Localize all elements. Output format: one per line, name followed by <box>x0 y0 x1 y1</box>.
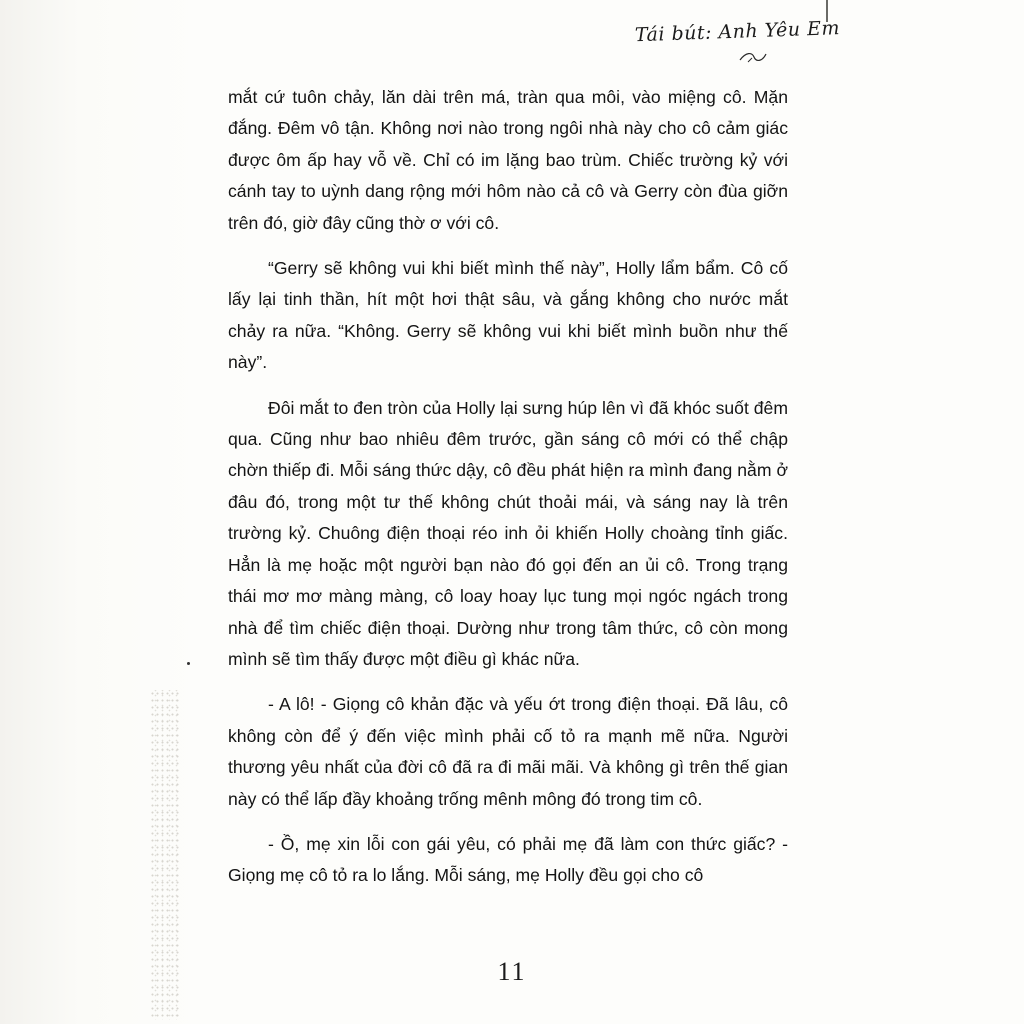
paragraph-2: “Gerry sẽ không vui khi biết mình thế này”, Holly lẩm bẩm. Cô cố lấy lại tinh thần, hít một hơi thật sâu, và gắng không cho nước mắt chảy ra nữa. “Không. Gerry sẽ không vui khi biết mình buồn như thế này”. <box>228 258 788 373</box>
running-header-title: Tái bút: Anh Yêu Em <box>634 17 841 47</box>
page-number: 11 <box>497 957 527 986</box>
paragraph-3: Đôi mắt to đen tròn của Holly lại sưng húp lên vì đã khóc suốt đêm qua. Cũng như bao nhiêu đêm trước, gần sáng cô mới có thể chập chờn thiếp đi. Mỗi sáng thức dậy, cô đều phát hiện ra mình đang nằm ở đâu đó, trong một tư thế không chút thoải mái, và sáng nay là trên trường kỷ. Chuông điện thoại réo inh ỏi khiến Holly choàng tỉnh giấc. Hẳn là mẹ hoặc một người bạn nào đó gọi đến an ủi cô. Trong trạng thái mơ mơ màng màng, cô loay hoay lục tung mọi ngóc ngách trong nhà để tìm chiếc điện thoại. Dường như trong tâm thức, cô còn mong mình sẽ tìm thấy được một điều gì khác nữa. <box>228 397 788 669</box>
margin-speck <box>187 662 190 665</box>
header-flourish-ornament <box>738 50 768 64</box>
paragraph-1: mắt cứ tuôn chảy, lăn dài trên má, tràn qua môi, vào miệng cô. Mặn đắng. Đêm vô tận. Không nơi nào trong ngôi nhà này cho cô cảm giác được ôm ấp hay vỗ về. Chỉ có im lặng bao trùm. Chiếc trường kỷ với cánh tay to uỳnh dang rộng mới hôm nào cả cô và Gerry còn đùa giỡn trên đó, giờ đây cũng thờ ơ với cô. <box>228 87 788 233</box>
chapter-body-text <box>228 82 788 906</box>
paragraph-5: - Ồ, mẹ xin lỗi con gái yêu, có phải mẹ đã làm con thức giấc? - Giọng mẹ cô tỏ ra lo lắng. Mỗi sáng, mẹ Holly đều gọi cho cô <box>228 833 788 886</box>
paragraph-4: - A lô! - Giọng cô khản đặc và yếu ớt trong điện thoại. Đã lâu, cô không còn để ý đến việc mình phải cố tỏ ra mạnh mẽ nữa. Người thương yêu nhất của đời cô đã ra đi mãi mãi. Và không gì trên thế gian này có thể lấp đầy khoảng trống mênh mông đó trong tim cô. <box>228 694 788 809</box>
